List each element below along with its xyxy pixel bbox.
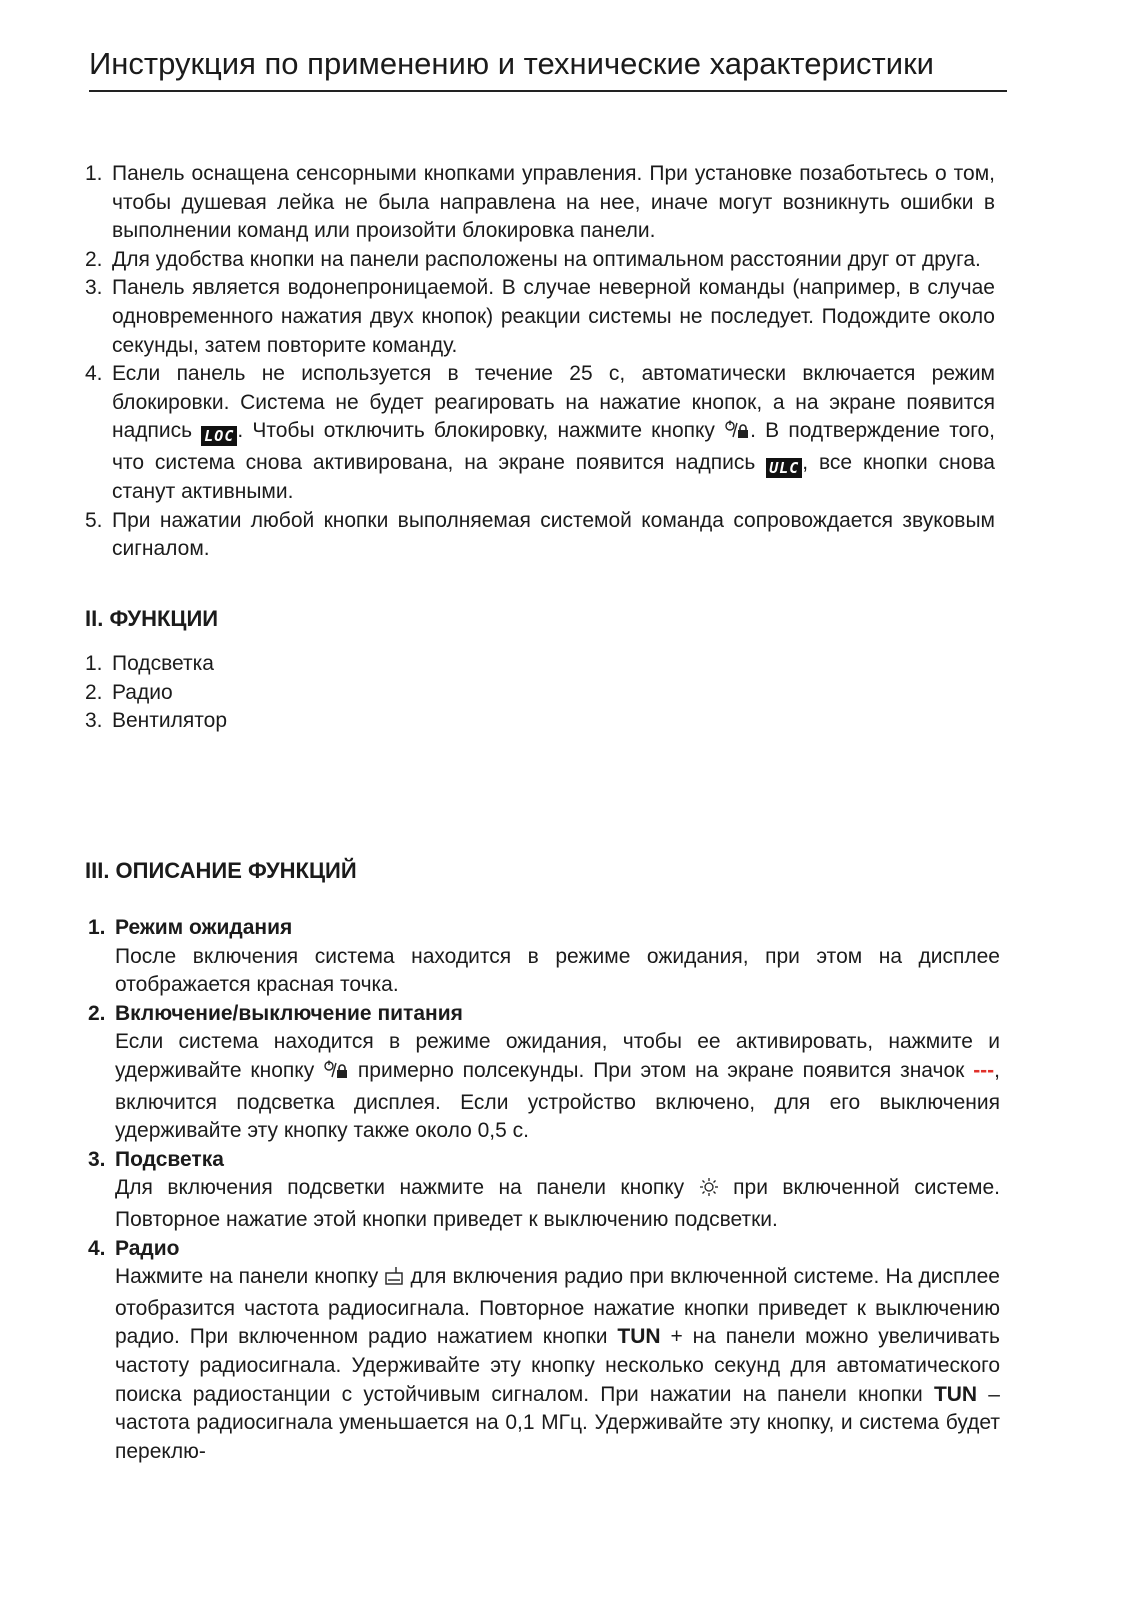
list-item: 4. Радио Нажмите на панели кнопку для включения радио при включенной системе. На дисплее отобразится частота радиосигнала. Повторное нажатие кнопки приведет к выключению радио. При включенном радио нажатием кнопки TUN + на панели можно увеличивать частоту радиосигнала. Удерживайте эту кнопку несколько секунд для автоматического поиска радиостанции с устойчивым сигналом. При нажатии на панели кнопки TUN – частота радиосигнала уменьшается на 0,1 МГц. Удерживайте эту кнопку, и система будет переклю- (88, 1236, 1001, 1463)
backlight-icon (699, 1177, 719, 1206)
list-item: 1. Подсветка (85, 652, 214, 675)
list-item: 3. Подсветка Для включения подсветки нажмите на панели кнопку при включенной системе. Повторное нажатие этой кнопки приведет к выключению подсветки. (88, 1147, 1000, 1231)
subsection-title: Включение/выключение питания (115, 1001, 463, 1025)
functions-list (85, 650, 227, 736)
list-item-text: Для удобства кнопки на панели расположены на оптимальном расстоянии друг от друга. (112, 247, 981, 271)
list-item: 3. Вентилятор (85, 709, 227, 733)
radio-icon (384, 1266, 404, 1295)
description-list (88, 914, 1000, 1466)
list-item-text: При нажатии любой кнопки выполняемая системой команда сопровождается звуковым сигналом. (112, 508, 995, 561)
page-title: Инструкция по применению и технические характеристики (89, 40, 1007, 92)
list-item-text: Панель оснащена сенсорными кнопками управления. При установке позаботьтесь о том, чтобы душевая лейка не была направлена на нее, иначе могут возникнуть ошибки в выполнении команд или произойти блокировка панели. (112, 162, 995, 243)
lcd-lock-indicator: LOC (201, 426, 237, 446)
subsection-title: Режим ожидания (115, 916, 293, 939)
list-item: 1. Режим ожидания После включения система находится в режиме ожидания, при этом на дисплее отображается красная точка. (88, 916, 1000, 997)
list-item: 2. Для удобства кнопки на панели расположены на оптимальном расстоянии друг от друга. (85, 247, 981, 271)
list-item: 3. Панель является водонепроницаемой. В случае неверной команды (например, в случае одновременного нажатия двух кнопок) реакции системы не последует. Подождите около секунды, затем повторите команду. (85, 276, 995, 357)
power-lock-icon (323, 1060, 349, 1089)
list-item: 2. Радио (85, 680, 173, 704)
list-item: 2. Включение/выключение питания Если система находится в режиме ожидания, чтобы ее активировать, нажмите и удерживайте кнопку примерно полсекунды. При этом на экране появится значок ---, включится подсветка дисплея. Если устройство включено, для его выключения удерживайте эту кнопку также около 0,5 с. (88, 1001, 1001, 1143)
subsection-title: Радио (115, 1236, 180, 1260)
tun-label: TUN (617, 1325, 661, 1349)
list-item: 4. Если панель не используется в течение 25 с, автоматически включается режим блокировки. Система не будет реагировать на нажатие кнопок, а на экране появится надпись LOC . Чтобы отключить блокировку, нажмите кнопку . В подтверждение того, что система снова активирована, на экране появится надпись ULC , все кнопки снова станут активными. (85, 362, 995, 503)
intro-list (85, 160, 995, 564)
subsection-title: Подсветка (115, 1147, 224, 1171)
lcd-unlock-indicator: ULC (766, 458, 802, 478)
list-item-text: Панель является водонепроницаемой. В случае неверной команды (например, в случае одновременного нажатия двух кнопок) реакции системы не последует. Подождите около секунды, затем повторите команду. (112, 276, 995, 357)
power-lock-icon (724, 420, 750, 449)
tun-label: TUN (933, 1382, 978, 1406)
list-item: 5. При нажатии любой кнопки выполняемая системой команда сопровождается звуковым сигналом. (85, 508, 995, 561)
functions-heading: II. ФУНКЦИИ (85, 606, 219, 631)
description-heading: III. ОПИСАНИЕ ФУНКЦИЙ (85, 858, 357, 883)
dash-indicator: --- (973, 1058, 995, 1082)
list-item: 1. Панель оснащена сенсорными кнопками управления. При установке позаботьтесь о том, чтобы душевая лейка не была направлена на нее, иначе могут возникнуть ошибки в выполнении команд или произойти блокировка панели. (85, 162, 995, 243)
